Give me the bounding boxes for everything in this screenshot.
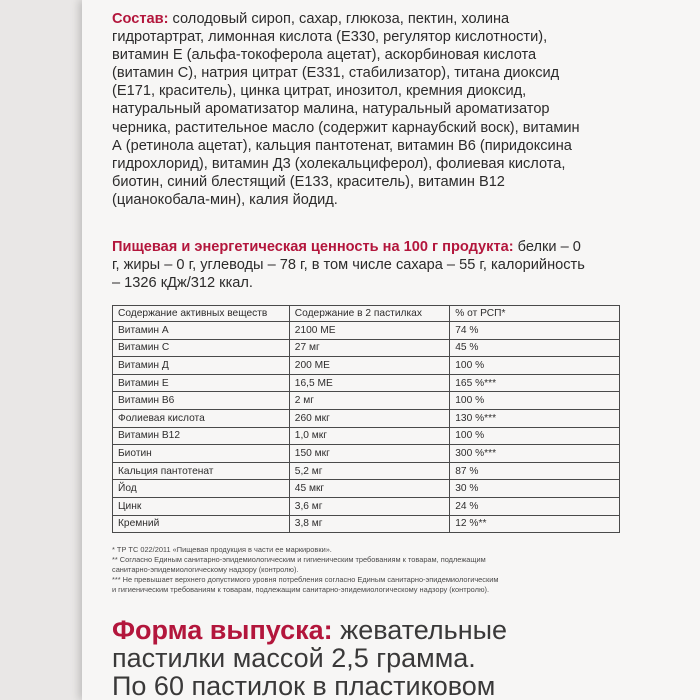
percent-cell: 12 %** (450, 515, 620, 533)
substance-cell: Витамин Е (113, 374, 290, 392)
composition-text (112, 10, 592, 209)
amount-cell: 260 мкг (289, 409, 449, 427)
table-header-row (113, 306, 620, 322)
nutrition-label: Пищевая и энергетическая ценность на 100 г продукта: (112, 239, 514, 255)
amount-cell: 2 мг (289, 392, 449, 410)
vitamin-table (112, 305, 620, 533)
footnote-1: * ТР ТС 022/2011 «Пищевая продукция в части ее маркировки». (112, 545, 332, 554)
header-substance: Содержание активных веществ (113, 306, 290, 322)
footnote-3-cont: и гигиеническим требованиям к товарам, подлежащим санитарно-эпидемиологическому надзору (контролю). (112, 585, 490, 594)
footnotes (112, 545, 612, 595)
substance-cell: Йод (113, 480, 290, 498)
substance-cell: Фолиевая кислота (113, 409, 290, 427)
release-form-label: Форма выпуска: (112, 615, 333, 645)
table-row (113, 497, 620, 515)
substance-cell: Витамин Д (113, 357, 290, 375)
percent-cell: 30 % (450, 480, 620, 498)
table-row (113, 480, 620, 498)
amount-cell: 3,6 мг (289, 497, 449, 515)
amount-cell: 45 мкг (289, 480, 449, 498)
amount-cell: 200 МЕ (289, 357, 449, 375)
percent-cell: 45 % (450, 339, 620, 357)
percent-cell: 100 % (450, 427, 620, 445)
table-row (113, 515, 620, 533)
substance-cell: Кремний (113, 515, 290, 533)
substance-cell: Витамин В12 (113, 427, 290, 445)
release-form-line-3: По 60 пастилок в пластиковом (112, 671, 496, 700)
percent-cell: 300 %*** (450, 445, 620, 463)
footnote-2-cont: санитарно-эпидемиологическому надзору (контролю). (112, 565, 299, 574)
nutrition-text (112, 238, 592, 292)
table-row (113, 374, 620, 392)
release-form-text-1: жевательные (332, 615, 508, 645)
substance-cell: Витамин С (113, 339, 290, 357)
table-row (113, 339, 620, 357)
composition-body: солодовый сироп, сахар, глюкоза, пектин, холина гидротартрат, лимонная кислота (Е330, регулятор кислотности), витамин Е (альфа-токоферола ацетат), аскорбиновая кислота (витамин С), натрия цитрат (Е331, стабилизатор), титана диоксид (Е171, краситель), цинка цитрат, инозитол, кремния диоксид, натуральный ароматизатор малина, натуральный ароматизатор черника, растительное масло (содержит карнаубский воск), витамин А (ретинола ацетат), кальция пантотенат, витамин В6 (пиридоксина гидрохлорид), витамин Д3 (холекальциферол), фолиевая кислота, биотин, синий блестящий (Е133, краситель), витамин В12 (цианокобала-мин), калия йодид. (112, 11, 580, 208)
header-content: Содержание в 2 пастилках (289, 306, 449, 322)
percent-cell: 130 %*** (450, 409, 620, 427)
percent-cell: 87 % (450, 462, 620, 480)
substance-cell: Биотин (113, 445, 290, 463)
amount-cell: 16,5 МЕ (289, 374, 449, 392)
table-row (113, 445, 620, 463)
table-row (113, 462, 620, 480)
percent-cell: 100 % (450, 392, 620, 410)
percent-cell: 74 % (450, 322, 620, 340)
nutrition-body: белки – 0 г, жиры – 0 г, углеводы – 78 г, в том числе сахара – 55 г, калорийность – 1326 кДж/312 ккал. (112, 239, 585, 292)
substance-cell: Кальция пантотенат (113, 462, 290, 480)
table-row (113, 409, 620, 427)
substance-cell: Витамин В6 (113, 392, 290, 410)
table-row (113, 427, 620, 445)
amount-cell: 150 мкг (289, 445, 449, 463)
amount-cell: 3,8 мг (289, 515, 449, 533)
percent-cell: 165 %*** (450, 374, 620, 392)
table-row (113, 322, 620, 340)
release-form (112, 616, 692, 700)
amount-cell: 2100 МЕ (289, 322, 449, 340)
table-row (113, 357, 620, 375)
footnote-3: *** Не превышает верхнего допустимого уровня потребления согласно Единым санитарно-эпидемиологическим (112, 575, 499, 584)
package-panel (82, 0, 700, 700)
substance-cell: Цинк (113, 497, 290, 515)
amount-cell: 27 мг (289, 339, 449, 357)
amount-cell: 1,0 мкг (289, 427, 449, 445)
composition-label: Состав: (112, 11, 169, 27)
table-row (113, 392, 620, 410)
substance-cell: Витамин А (113, 322, 290, 340)
header-percent: % от РСП* (450, 306, 620, 322)
amount-cell: 5,2 мг (289, 462, 449, 480)
percent-cell: 100 % (450, 357, 620, 375)
percent-cell: 24 % (450, 497, 620, 515)
release-form-line-1 (112, 616, 692, 644)
footnote-2: ** Согласно Единым санитарно-эпидемиологическим и гигиеническим требованиям к товарам, подлежащим (112, 555, 486, 564)
release-form-line-2: пастилки массой 2,5 грамма. (112, 643, 476, 673)
